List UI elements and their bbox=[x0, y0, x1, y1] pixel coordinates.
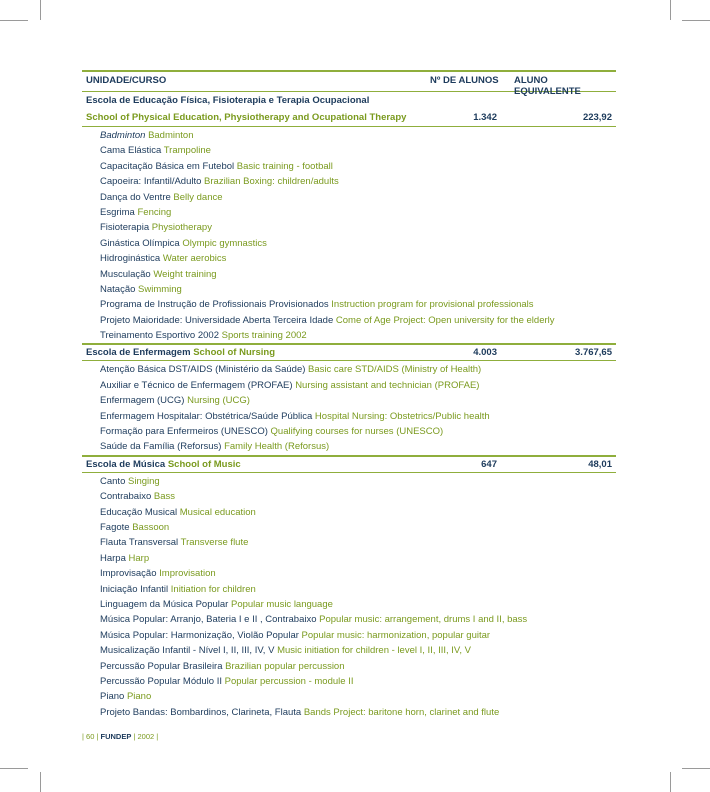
course-en: Bassoon bbox=[132, 521, 170, 533]
course-pt: Musicalização Infantil - Nível I, II, III, IV, V bbox=[100, 645, 275, 657]
section-row bbox=[82, 109, 616, 127]
course-pt: Treinamento Esportivo 2002 bbox=[100, 330, 219, 342]
section-row bbox=[82, 455, 616, 473]
section-name-pt: Escola de Educação Física, Fisioterapia e Terapia Ocupacional bbox=[86, 95, 370, 106]
crop-mark bbox=[670, 772, 671, 792]
list-item bbox=[82, 535, 616, 550]
crop-mark bbox=[670, 0, 671, 20]
course-en: Fencing bbox=[137, 206, 172, 218]
course-en: Weight training bbox=[153, 268, 217, 280]
course-en: Qualifying courses for nurses (UNESCO) bbox=[270, 426, 444, 438]
course-en: Belly dance bbox=[173, 191, 223, 203]
course-pt: Projeto Maioridade: Universidade Aberta Terceira Idade bbox=[100, 314, 334, 326]
course-en: Bands Project: baritone horn, clarinet and flute bbox=[303, 706, 500, 718]
course-en: Physiotherapy bbox=[151, 222, 212, 234]
course-list bbox=[82, 128, 616, 343]
section-students: 4.003 bbox=[473, 347, 497, 359]
course-pt: Flauta Transversal bbox=[100, 537, 179, 549]
course-en: Popular music: harmonization, popular guitar bbox=[301, 629, 491, 641]
course-en: Hospital Nursing: Obstetrics/Public health bbox=[314, 410, 490, 422]
section-students: 647 bbox=[481, 458, 497, 470]
table-header bbox=[82, 70, 616, 97]
course-en: Sports training 2002 bbox=[221, 330, 307, 342]
list-item bbox=[82, 362, 616, 377]
course-pt: Enfermagem Hospitalar: Obstétrica/Saúde Pública bbox=[100, 410, 313, 422]
section-name-pt: Escola de Enfermagem bbox=[86, 347, 191, 359]
list-item bbox=[82, 190, 616, 205]
course-pt: Auxiliar e Técnico de Enfermagem (PROFAE) bbox=[100, 379, 293, 391]
course-en: Transverse flute bbox=[180, 537, 249, 549]
section-equivalent: 223,92 bbox=[582, 112, 612, 123]
course-en: Bass bbox=[153, 491, 175, 503]
course-pt: Projeto Bandas: Bombardinos, Clarineta, Flauta bbox=[100, 706, 302, 718]
course-en: Singing bbox=[128, 475, 160, 487]
course-pt: Capoeira: Infantil/Adulto bbox=[100, 176, 202, 188]
course-pt: Esgrima bbox=[100, 206, 135, 218]
course-pt: Música Popular: Arranjo, Bateria I e II , Contrabaixo bbox=[100, 614, 317, 626]
list-item bbox=[82, 582, 616, 597]
course-en: Instruction program for provisional professionals bbox=[331, 299, 534, 311]
list-item bbox=[82, 424, 616, 439]
section-name-en: School of Nursing bbox=[193, 347, 275, 359]
section-name-en: School of Physical Education, Physiotherapy and Ocupational Therapy bbox=[86, 112, 407, 123]
course-pt: Dança do Ventre bbox=[100, 191, 171, 203]
crop-mark bbox=[682, 768, 710, 769]
course-pt: Natação bbox=[100, 283, 136, 295]
course-pt: Música Popular: Harmonização, Violão Popular bbox=[100, 629, 299, 641]
course-pt: Saúde da Família (Reforsus) bbox=[100, 441, 222, 453]
course-en: Initiation for children bbox=[170, 583, 256, 595]
section-row bbox=[82, 343, 616, 361]
list-item bbox=[82, 174, 616, 189]
list-item bbox=[82, 297, 616, 312]
course-en: Family Health (Reforsus) bbox=[224, 441, 330, 453]
list-item bbox=[82, 489, 616, 504]
list-item bbox=[82, 674, 616, 689]
list-item bbox=[82, 628, 616, 643]
course-en: Musical education bbox=[179, 506, 256, 518]
course-pt: Enfermagem (UCG) bbox=[100, 395, 185, 407]
course-en: Badminton bbox=[148, 130, 194, 141]
course-en: Music initiation for children - level I, II, III, IV, V bbox=[277, 645, 472, 657]
list-item bbox=[82, 159, 616, 174]
course-en: Harp bbox=[128, 552, 150, 564]
course-en: Popular music language bbox=[230, 598, 333, 610]
course-en: Brazilian popular percussion bbox=[225, 660, 345, 672]
course-en: Nursing assistant and technician (PROFAE) bbox=[295, 379, 480, 391]
list-item bbox=[82, 251, 616, 266]
section-equivalent: 48,01 bbox=[588, 458, 612, 470]
course-pt: Linguagem da Música Popular bbox=[100, 598, 229, 610]
crop-mark bbox=[0, 20, 28, 21]
header-students: Nº DE ALUNOS bbox=[430, 75, 499, 86]
course-pt: Hidroginástica bbox=[100, 253, 161, 265]
course-pt: Piano bbox=[100, 691, 125, 703]
course-en: Nursing (UCG) bbox=[187, 395, 250, 407]
list-item bbox=[82, 439, 616, 454]
course-pt: Programa de Instrução de Profissionais Provisionados bbox=[100, 299, 329, 311]
course-pt: Contrabaixo bbox=[100, 491, 152, 503]
crop-mark bbox=[682, 20, 710, 21]
section-name-en: School of Music bbox=[167, 458, 241, 470]
page-number: 60 bbox=[86, 732, 95, 741]
section-students: 1.342 bbox=[473, 112, 497, 123]
section-equivalent: 3.767,65 bbox=[575, 347, 612, 359]
course-en: Piano bbox=[126, 691, 152, 703]
crop-mark bbox=[40, 0, 41, 20]
header-course: UNIDADE/CURSO bbox=[86, 75, 167, 86]
footer-org: FUNDEP bbox=[100, 732, 132, 741]
course-en: Basic care STD/AIDS (Ministry of Health) bbox=[308, 364, 482, 376]
course-pt: Percussão Popular Módulo II bbox=[100, 675, 222, 687]
course-en: Basic training - football bbox=[236, 160, 333, 172]
course-en: Water aerobics bbox=[162, 253, 227, 265]
course-pt: Iniciação Infantil bbox=[100, 583, 169, 595]
list-item bbox=[82, 551, 616, 566]
crop-mark bbox=[40, 772, 41, 792]
crop-mark bbox=[0, 768, 28, 769]
list-item bbox=[82, 597, 616, 612]
list-item bbox=[82, 282, 616, 297]
list-item bbox=[82, 267, 616, 282]
list-item bbox=[82, 236, 616, 251]
list-item bbox=[82, 409, 616, 424]
course-pt: Improvisação bbox=[100, 568, 157, 580]
list-item bbox=[82, 689, 616, 704]
course-pt: Fagote bbox=[100, 521, 130, 533]
course-pt: Ginástica Olímpica bbox=[100, 237, 180, 249]
course-pt: Educação Musical bbox=[100, 506, 178, 518]
course-pt: Harpa bbox=[100, 552, 126, 564]
course-en: Olympic gymnastics bbox=[182, 237, 267, 249]
list-item bbox=[82, 143, 616, 158]
course-pt: Canto bbox=[100, 475, 126, 487]
list-item bbox=[82, 612, 616, 627]
course-pt: Capacitação Básica em Futebol bbox=[100, 160, 235, 172]
course-pt: Atenção Básica DST/AIDS (Ministério da Saúde) bbox=[100, 364, 306, 376]
list-item bbox=[82, 313, 616, 328]
course-pt: Formação para Enfermeiros (UNESCO) bbox=[100, 426, 268, 438]
course-list bbox=[82, 474, 616, 720]
list-item bbox=[82, 328, 616, 343]
course-pt: Cama Elástica bbox=[100, 145, 162, 157]
course-pt: Badminton bbox=[100, 130, 146, 141]
footer-year: 2002 bbox=[137, 732, 155, 741]
list-item bbox=[82, 205, 616, 220]
course-en: Brazilian Boxing: children/adults bbox=[204, 176, 339, 188]
course-en: Popular percussion - module II bbox=[224, 675, 354, 687]
course-en: Trampoline bbox=[163, 145, 211, 157]
list-item bbox=[82, 705, 616, 720]
courses-table bbox=[82, 70, 616, 720]
list-item bbox=[82, 520, 616, 535]
course-en: Come of Age Project: Open university for the elderly bbox=[335, 314, 555, 326]
page-footer: | 60 | FUNDEP | 2002 | bbox=[82, 732, 159, 741]
section-title-row bbox=[82, 92, 616, 109]
list-item bbox=[82, 566, 616, 581]
course-list bbox=[82, 362, 616, 454]
course-en: Improvisation bbox=[159, 568, 216, 580]
course-en: Popular music: arrangement, drums I and II, bass bbox=[319, 614, 528, 626]
course-en: Swimming bbox=[138, 283, 182, 295]
course-pt: Musculação bbox=[100, 268, 151, 280]
list-item bbox=[82, 505, 616, 520]
list-item bbox=[82, 220, 616, 235]
list-item bbox=[82, 474, 616, 489]
list-item bbox=[82, 643, 616, 658]
list-item bbox=[82, 393, 616, 408]
course-pt: Percussão Popular Brasileira bbox=[100, 660, 223, 672]
header-equivalent: ALUNO EQUIVALENTE bbox=[514, 75, 581, 97]
list-item bbox=[82, 128, 616, 143]
section-name-pt: Escola de Música bbox=[86, 458, 166, 470]
course-pt: Fisioterapia bbox=[100, 222, 150, 234]
list-item bbox=[82, 378, 616, 393]
list-item bbox=[82, 659, 616, 674]
